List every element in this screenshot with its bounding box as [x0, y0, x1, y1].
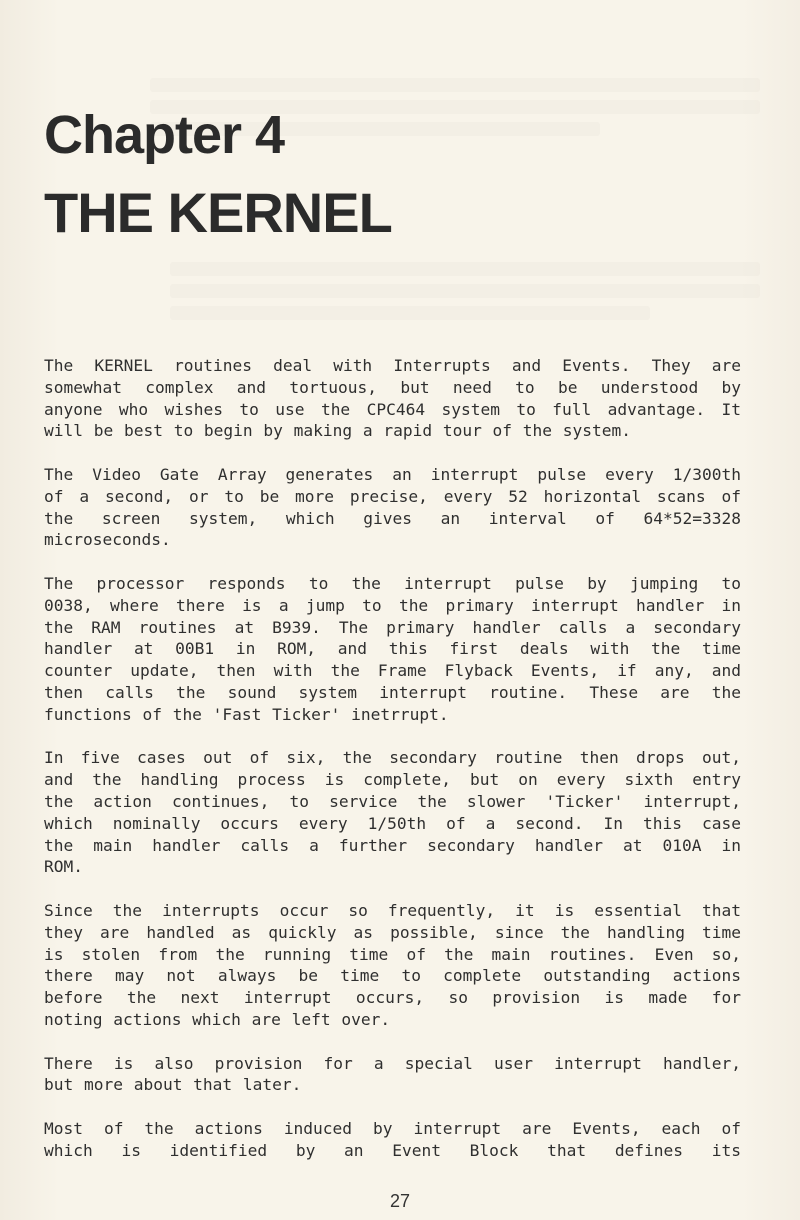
text-line: which is identified by an Event Block that defines its — [44, 1140, 741, 1160]
text-line: microseconds. — [44, 530, 171, 550]
text-line: will be best to begin by making a rapid tour of the system. — [44, 421, 631, 441]
text-line: handler at 00B1 in ROM, and this first deals with the time — [44, 639, 741, 659]
text-line: there may not always be time to complete outstanding actions — [44, 966, 741, 986]
text-line: the RAM routines at B939. The primary handler calls a secondary — [44, 617, 741, 637]
paragraph-2 — [44, 464, 741, 551]
text-line: the action continues, to service the slower 'Ticker' interrupt, — [44, 791, 741, 811]
text-line: they are handled as quickly as possible, since the handling time — [44, 922, 741, 942]
text-line: and the handling process is complete, but on every sixth entry — [44, 770, 741, 790]
body-text — [44, 355, 741, 1183]
paragraph-1 — [44, 355, 741, 442]
paragraph-7 — [44, 1118, 741, 1162]
show-through-shadow — [170, 262, 760, 276]
text-line: 0038, where there is a jump to the primary interrupt handler in — [44, 595, 741, 615]
text-line: counter update, then with the Frame Flyback Events, if any, and — [44, 661, 741, 681]
show-through-shadow — [170, 306, 650, 320]
text-line: noting actions which are left over. — [44, 1009, 391, 1029]
paragraph-3 — [44, 573, 741, 726]
show-through-shadow — [170, 284, 760, 298]
chapter-title: THE KERNEL — [44, 181, 392, 244]
text-line: In five cases out of six, the secondary routine then drops out, — [44, 748, 741, 768]
text-line: Most of the actions induced by interrupt are Events, each of — [44, 1118, 741, 1138]
text-line: Since the interrupts occur so frequently, it is essential that — [44, 900, 741, 920]
show-through-shadow — [150, 78, 760, 92]
text-line: functions of the 'Fast Ticker' inetrrupt. — [44, 704, 449, 724]
text-line: is stolen from the running time of the main routines. Even so, — [44, 944, 741, 964]
text-line: but more about that later. — [44, 1075, 302, 1095]
page-number: 27 — [389, 1191, 411, 1211]
text-line: The Video Gate Array generates an interrupt pulse every 1/300th — [44, 464, 741, 484]
text-line: The processor responds to the interrupt pulse by jumping to — [44, 573, 741, 593]
text-line: which nominally occurs every 1/50th of a second. In this case — [44, 813, 741, 833]
text-line: There is also provision for a special user interrupt handler, — [44, 1053, 741, 1073]
text-line: ROM. — [44, 857, 83, 877]
text-line: then calls the sound system interrupt routine. These are the — [44, 682, 741, 702]
text-line: of a second, or to be more precise, every 52 horizontal scans of — [44, 486, 741, 506]
paragraph-4 — [44, 747, 741, 878]
text-line: the main handler calls a further secondary handler at 010A in — [44, 835, 741, 855]
text-line: the screen system, which gives an interval of 64*52=3328 — [44, 508, 741, 528]
text-line: before the next interrupt occurs, so provision is made for — [44, 988, 741, 1008]
paragraph-6 — [44, 1053, 741, 1097]
chapter-label: Chapter 4 — [44, 105, 285, 165]
text-line: The KERNEL routines deal with Interrupts and Events. They are — [44, 356, 741, 375]
paragraph-5 — [44, 900, 741, 1031]
text-line: somewhat complex and tortuous, but need to be understood by — [44, 377, 741, 397]
text-line: anyone who wishes to use the CPC464 system to full advantage. It — [44, 399, 741, 419]
